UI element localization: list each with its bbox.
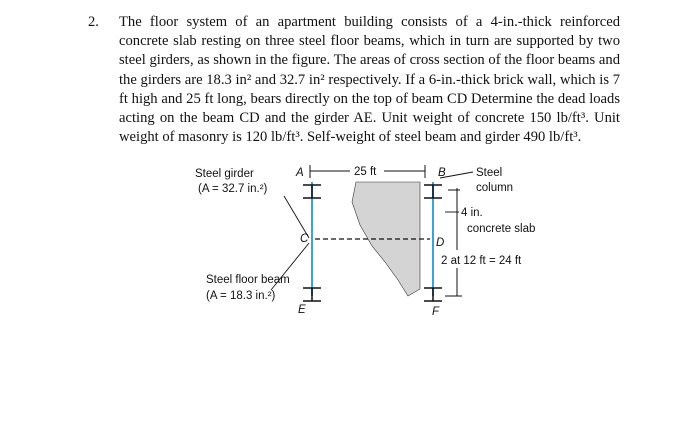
beam-label: Steel floor beam (206, 274, 290, 286)
spacing-dimension (445, 188, 462, 296)
slab-thickness: 4 in. (461, 207, 483, 219)
column-label-1: Steel (476, 167, 503, 179)
point-f: F (432, 306, 440, 318)
concrete-slab-region (352, 182, 420, 296)
beam-area: (A = 18.3 in.²) (206, 290, 276, 302)
point-c: C (300, 233, 309, 245)
slab-label: concrete slab (467, 223, 536, 235)
i-section-e (303, 288, 321, 301)
column-label-2: column (476, 182, 514, 194)
i-section-b (424, 185, 442, 198)
point-d: D (436, 237, 445, 249)
girder-area: (A = 32.7 in.²) (198, 183, 268, 195)
point-a: A (296, 167, 304, 179)
girder-label: Steel girder (195, 168, 254, 180)
span-label: 25 ft (354, 166, 377, 178)
i-section-f (424, 288, 442, 301)
i-section-a (303, 185, 321, 198)
spacing-label: 2 at 12 ft = 24 ft (441, 255, 522, 267)
problem-number: 2. (88, 14, 99, 30)
point-b: B (438, 167, 446, 179)
problem-text: The floor system of an apartment building consists of a 4-in.-thick reinforced concrete slab resting on three steel floor beams, which in turn are supported by two steel girders, as shown in the figure. The areas of cross section of the floor beams and the girders are 18.3 in² and 32.7 in² respectively. If a 6-in.-thick brick wall, which is 7 ft high and 25 ft long, bears directly on the top of beam CD Determine the dead loads acting on the beam CD and the girder AE. Unit weight of concrete 150 lb/ft³. Unit weight of masonry is 120 lb/ft³. Self-weight of steel beam and girder 490 lb/ft³. (119, 14, 620, 146)
point-e: E (298, 304, 306, 316)
